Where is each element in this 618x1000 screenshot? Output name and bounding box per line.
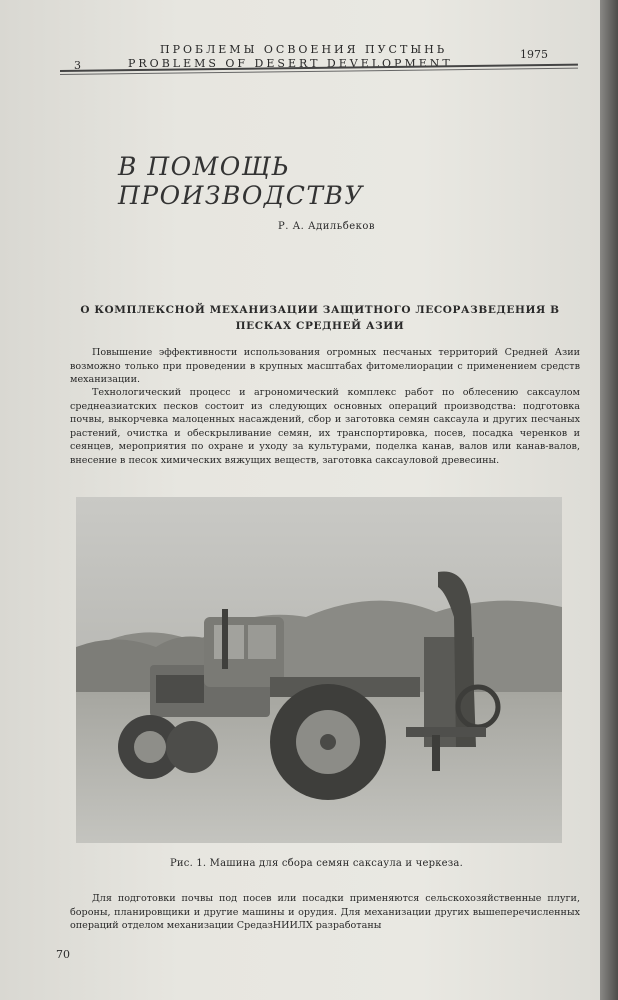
article-title: О КОМПЛЕКСНОЙ МЕХАНИЗАЦИИ ЗАЩИТНОГО ЛЕСОРАЗВЕДЕНИЯ В ПЕСКАХ СРЕДНЕЙ АЗИИ — [80, 304, 560, 332]
header-page-left: 3 — [74, 59, 82, 72]
paragraph: Для подготовки почвы под посев или посадки применяются сельскохозяйственные плуги, бороны, планировщики и другие машины и орудия. Для механизации других вышеперечисленных операций отделом механизации СредазНИИЛХ разработаны — [70, 893, 580, 931]
page-number: 70 — [56, 948, 70, 961]
paragraph: Технологический процесс и агрономический комплекс работ по облесению саксаулом среднеазиатских песков состоит из следующих основных операций производства: подготовка почвы, выкорчевка малоценных насаждений, сбор и заготовка семян саксаула и других песчаных растений, очистка и обескрыливание семян, их транспортировка, посев, посадка черенков и сеянцев, мероприятия по охране и уходу за культурами, поделка канав, валов или канав-валов, внесение в песок химических вяжущих веществ, заготовка саксауловой древесины. — [70, 387, 580, 466]
journal-title-ru: ПРОБЛЕМЫ ОСВОЕНИЯ ПУСТЫНЬ — [160, 43, 448, 56]
paragraph: Повышение эффективности использования огромных песчаных территорий Средней Азии возможно только при проведении в крупных масштабах фитомелиорации с применением средств механизации. — [70, 347, 580, 385]
header-year: 1975 — [520, 48, 548, 61]
figure-caption: Рис. 1. Машина для сбора семян саксаула и черкеза. — [170, 858, 463, 869]
author: Р. А. Адильбеков — [278, 221, 376, 232]
tractor-photo — [76, 497, 562, 843]
section-title: В ПОМОЩЬ ПРОИЗВОДСТВУ — [118, 152, 364, 210]
page-edge — [600, 0, 618, 1000]
journal-title-en: PROBLEMS OF DESERT DEVELOPMENT — [128, 57, 453, 70]
